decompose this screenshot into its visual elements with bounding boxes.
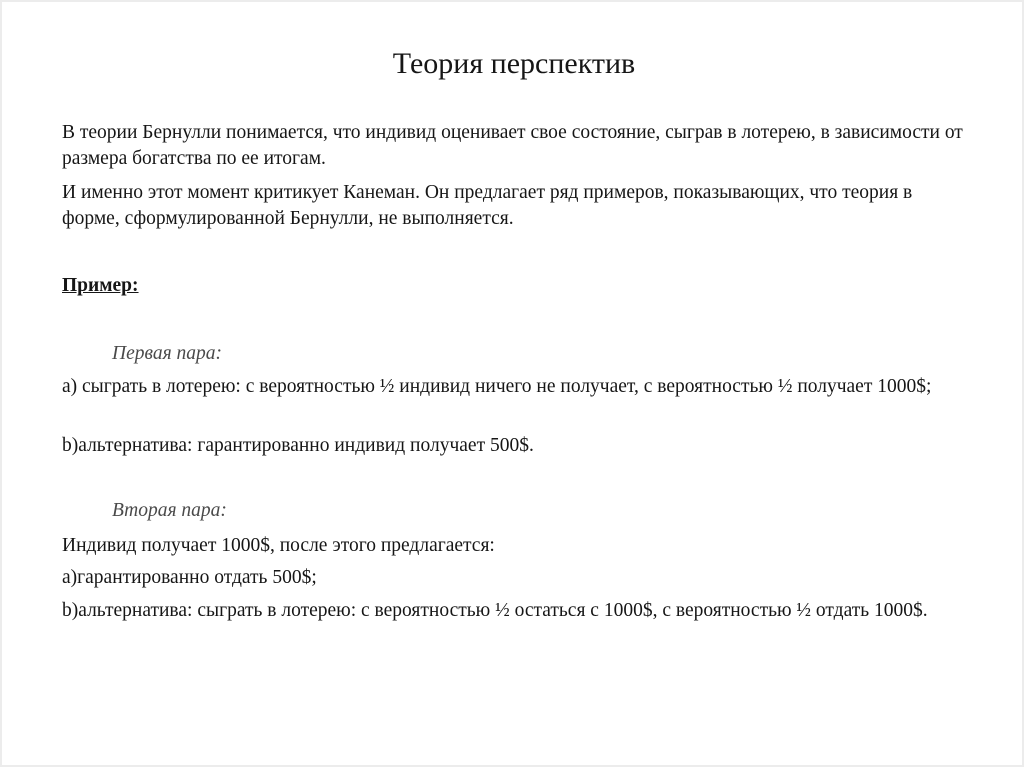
second-pair-option-b: b)альтернатива: сыграть в лотерею: с вероятностью ½ остаться с 1000$, с вероятностью ½ отдать 1000$. <box>62 600 928 621</box>
second-pair-label: Вторая пара: <box>112 500 227 521</box>
first-pair-label: Первая пара: <box>112 343 223 364</box>
critique-paragraph: И именно этот момент критикует Канеман. Он предлагает ряд примеров, показывающих, что теория в форме, сформулированной Бернулли, не выполняется. <box>62 182 913 229</box>
intro-paragraph: В теории Бернулли понимается, что индивид оценивает свое состояние, сыграв в лотерею, в зависимости от размера богатства по ее итогам. <box>62 122 963 169</box>
example-heading: Пример: <box>62 275 139 296</box>
second-pair-intro: Индивид получает 1000$, после этого предлагается: <box>62 535 495 556</box>
slide-title: Теория перспектив <box>392 47 636 80</box>
first-pair-option-b: b)альтернатива: гарантированно индивид получает 500$. <box>62 435 534 456</box>
first-pair-option-a: a) сыграть в лотерею: с вероятностью ½ индивид ничего не получает, с вероятностью ½ получает 1000$; <box>62 376 932 397</box>
second-pair-option-a: a)гарантированно отдать 500$; <box>62 567 317 588</box>
